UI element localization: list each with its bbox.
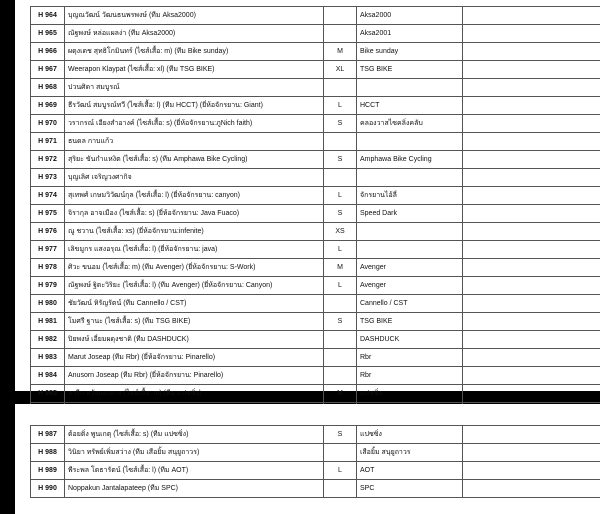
- team-cell: แปซซิ่ง: [357, 426, 463, 444]
- table-row: [31, 426, 600, 444]
- table-row: [31, 480, 600, 498]
- blank-cell: [463, 426, 600, 444]
- racer-number-cell: H 981: [31, 313, 65, 331]
- racer-number-cell: H 967: [31, 61, 65, 79]
- shirt-size-cell: [324, 7, 357, 25]
- blank-cell: [463, 61, 600, 79]
- team-cell: แปซซิ่ง: [357, 385, 463, 403]
- shirt-size-cell: L: [324, 462, 357, 480]
- table-row: [31, 115, 600, 133]
- racer-name-cell: พีระพล โตธารัตน์ (ไซส์เสื้อ: l) (ทีม AOT): [65, 462, 324, 480]
- team-cell: Speed Dark: [357, 205, 463, 223]
- racer-number-cell: H 970: [31, 115, 65, 133]
- racer-number-cell: H 988: [31, 444, 65, 462]
- table-row: [31, 133, 600, 151]
- table-row: [31, 277, 600, 295]
- racer-name-cell: บุญณวัฒน์ วัฒนธนพรพงษ์ (ทีม Aksa2000): [65, 7, 324, 25]
- racer-number-cell: H 964: [31, 7, 65, 25]
- table-row: [31, 367, 600, 385]
- blank-cell: [463, 259, 600, 277]
- racer-number-cell: H 983: [31, 349, 65, 367]
- table-row: [31, 223, 600, 241]
- racer-name-cell: ณู ชวาน (ไซส์เสื้อ: xs) (ยี่ห้อจักรยาน:infenite): [65, 223, 324, 241]
- blank-cell: [463, 241, 600, 259]
- table-row: [31, 313, 600, 331]
- registration-table-1: [30, 6, 600, 421]
- racer-number-cell: H 980: [31, 295, 65, 313]
- table-row: [31, 295, 600, 313]
- racer-name-cell: วินิยา ทรัพย์เพิ่มสว่าง (ทีม เสือยิ้ม สนุยูถาวร): [65, 444, 324, 462]
- table-row: [31, 97, 600, 115]
- shirt-size-cell: XL: [324, 61, 357, 79]
- shirt-size-cell: S: [324, 115, 357, 133]
- table-row: [31, 25, 600, 43]
- table-row: [31, 331, 600, 349]
- team-cell: [357, 133, 463, 151]
- shirt-size-cell: S: [324, 313, 357, 331]
- racer-number-cell: H 978: [31, 259, 65, 277]
- racer-name-cell: สุริยะ ขันกำแหงิต (ไซส์เสื้อ: s) (ทีม Amphawa Bike Cycling): [65, 151, 324, 169]
- racer-number-cell: H 965: [31, 25, 65, 43]
- shirt-size-cell: L: [324, 97, 357, 115]
- team-cell: Cannello / CST: [357, 295, 463, 313]
- team-cell: HCCT: [357, 97, 463, 115]
- racer-name-cell: ธนดล กาบแก้ว: [65, 133, 324, 151]
- racer-number-cell: H 979: [31, 277, 65, 295]
- blank-cell: [463, 187, 600, 205]
- racer-number-cell: H 968: [31, 79, 65, 97]
- table-row: [31, 385, 600, 403]
- racer-name-cell: ชัยวัฒน์ หิรัญรัตน์ (ทีม Cannello / CST): [65, 295, 324, 313]
- racer-name-cell: Weerapon Klaypat (ไซส์เสื้อ: xl) (ทีม TSG BIKE): [65, 61, 324, 79]
- team-cell: [357, 79, 463, 97]
- shirt-size-cell: M: [324, 385, 357, 403]
- racer-name-cell: ณัฐพงษ์ ฐิตะวิริยะ (ไซส์เสื้อ: l) (ทีม Avenger) (ยี่ห้อจักรยาน: Canyon): [65, 277, 324, 295]
- racer-number-cell: H 974: [31, 187, 65, 205]
- racer-number-cell: H 966: [31, 43, 65, 61]
- shirt-size-cell: [324, 367, 357, 385]
- blank-cell: [463, 169, 600, 187]
- shirt-size-cell: [324, 295, 357, 313]
- team-cell: Rbr: [357, 349, 463, 367]
- team-cell: Aksa2001: [357, 25, 463, 43]
- table-row: [31, 79, 600, 97]
- racer-name-cell: Anusorn Joseap (ทีม Rbr) (ยี่ห้อจักรยาน: Pinarello): [65, 367, 324, 385]
- table-row: [31, 187, 600, 205]
- blank-cell: [463, 367, 600, 385]
- racer-number-cell: H 976: [31, 223, 65, 241]
- table-row: [31, 43, 600, 61]
- team-cell: Avenger: [357, 259, 463, 277]
- team-cell: DASHDUCK: [357, 331, 463, 349]
- blank-cell: [463, 43, 600, 61]
- table-row: [31, 151, 600, 169]
- blank-cell: [463, 97, 600, 115]
- racer-number-cell: H 990: [31, 480, 65, 498]
- racer-name-cell: Noppakun Jantalapateep (ทีม SPC): [65, 480, 324, 498]
- racer-number-cell: H 975: [31, 205, 65, 223]
- team-cell: เสือยิ้ม สนุยูถาวร: [357, 444, 463, 462]
- shirt-size-cell: S: [324, 151, 357, 169]
- team-cell: TSG BIKE: [357, 61, 463, 79]
- table-row: [31, 349, 600, 367]
- shirt-size-cell: [324, 480, 357, 498]
- document-page-1: [15, 0, 600, 397]
- blank-cell: [463, 462, 600, 480]
- shirt-size-cell: [324, 349, 357, 367]
- racer-number-cell: H 987: [31, 426, 65, 444]
- blank-cell: [463, 295, 600, 313]
- shirt-size-cell: [324, 133, 357, 151]
- shirt-size-cell: [324, 331, 357, 349]
- table-row: [31, 241, 600, 259]
- racer-number-cell: H 969: [31, 97, 65, 115]
- team-cell: AOT: [357, 462, 463, 480]
- table-row: [31, 61, 600, 79]
- registration-table-body: [31, 426, 600, 498]
- racer-name-cell: ธีรวัฒน์ สมบูรณ์ทวี (ไซส์เสื้อ: l) (ทีม HCCT) (ยี่ห้อจักรยาน: Giant): [65, 97, 324, 115]
- racer-name-cell: ปวนศิดา สมบูรณ์: [65, 79, 324, 97]
- racer-number-cell: H 977: [31, 241, 65, 259]
- table-row: [31, 259, 600, 277]
- racer-number-cell: H 972: [31, 151, 65, 169]
- blank-cell: [463, 151, 600, 169]
- shirt-size-cell: L: [324, 187, 357, 205]
- blank-cell: [463, 223, 600, 241]
- shirt-size-cell: S: [324, 426, 357, 444]
- racer-number-cell: H 989: [31, 462, 65, 480]
- blank-cell: [463, 25, 600, 43]
- team-cell: Avenger: [357, 277, 463, 295]
- image-size-watermark: [1080x893] https://upic.me/: [417, 499, 596, 512]
- shirt-size-cell: L: [324, 277, 357, 295]
- racer-name-cell: จารีก หวังมงกลาง (ไซส์เสื้อ: m) (ทีม แปซซิ่ง): [65, 385, 324, 403]
- table-row: [31, 169, 600, 187]
- shirt-size-cell: [324, 25, 357, 43]
- shirt-size-cell: M: [324, 43, 357, 61]
- blank-cell: [463, 79, 600, 97]
- racer-number-cell: H 971: [31, 133, 65, 151]
- racer-number-cell: H 982: [31, 331, 65, 349]
- racer-name-cell: สุเทพศ์ เกษมวิวัฒน์กุล (ไซส์เสื้อ: l) (ยี่ห้อจักรยาน: canyon): [65, 187, 324, 205]
- team-cell: Rbr: [357, 367, 463, 385]
- table-row: [31, 205, 600, 223]
- racer-name-cell: บุญเลิศ เจริญวงศากิจ: [65, 169, 324, 187]
- shirt-size-cell: L: [324, 241, 357, 259]
- blank-cell: [463, 313, 600, 331]
- team-cell: [357, 169, 463, 187]
- blank-cell: [463, 385, 600, 403]
- racer-number-cell: H 984: [31, 367, 65, 385]
- racer-name-cell: ปิยพงษ์ เอี่ยมผดุงชาติ (ทีม DASHDUCK): [65, 331, 324, 349]
- table-row: [31, 7, 600, 25]
- blank-cell: [463, 115, 600, 133]
- racer-name-cell: จิรากุล อาจเมือง (ไซส์เสื้อ: s) (ยี่ห้อจักรยาน: Java Fuaco): [65, 205, 324, 223]
- team-cell: [357, 241, 463, 259]
- racer-name-cell: ณัฐพงษ์ หล่อแผลง่า (ทีม Aksa2000): [65, 25, 324, 43]
- racer-name-cell: เลิขมูกร แสงอรุณ (ไซส์เสื้อ: l) (ยี่ห้อจักรยาน: java): [65, 241, 324, 259]
- team-cell: จักรยานไอ้ลี่: [357, 187, 463, 205]
- team-cell: SPC: [357, 480, 463, 498]
- team-cell: [357, 223, 463, 241]
- racer-name-cell: ต้อยติ่ง พูนเกตุ (ไซส์เสื้อ: s) (ทีม แปซซิ่ง): [65, 426, 324, 444]
- racer-name-cell: ศิวะ ขนอม (ไซส์เสื้อ: m) (ทีม Avenger) (ยี่ห้อจักรยาน: S-Work): [65, 259, 324, 277]
- team-cell: TSG BIKE: [357, 313, 463, 331]
- shirt-size-cell: M: [324, 259, 357, 277]
- racer-name-cell: Marut Joseap (ทีม Rbr) (ยี่ห้อจักรยาน: Pinarello): [65, 349, 324, 367]
- team-cell: Bike sunday: [357, 43, 463, 61]
- blank-cell: [463, 205, 600, 223]
- racer-name-cell: วรากรณ์ เอียงสำอางค์ (ไซส์เสื้อ: s) (ยี่ห้อจักรยาน:ภูNich faith): [65, 115, 324, 133]
- team-cell: คลองวาสไซคลิ่งคลับ: [357, 115, 463, 133]
- registration-table-body: [31, 7, 600, 421]
- blank-cell: [463, 331, 600, 349]
- shirt-size-cell: [324, 169, 357, 187]
- racer-name-cell: โมศรี ฐานะ (ไซส์เสื้อ: s) (ทีม TSG BIKE): [65, 313, 324, 331]
- shirt-size-cell: [324, 79, 357, 97]
- team-cell: Aksa2000: [357, 7, 463, 25]
- blank-cell: [463, 7, 600, 25]
- blank-cell: [463, 133, 600, 151]
- racer-number-cell: H 973: [31, 169, 65, 187]
- blank-cell: [463, 480, 600, 498]
- blank-cell: [463, 277, 600, 295]
- document-page-2: [15, 404, 600, 514]
- blank-cell: [463, 349, 600, 367]
- shirt-size-cell: S: [324, 205, 357, 223]
- racer-name-cell: ผดุงเดช สุทธิโกมินทร์ (ไซส์เสื้อ: m) (ทีม Bike sunday): [65, 43, 324, 61]
- shirt-size-cell: [324, 444, 357, 462]
- table-row: [31, 462, 600, 480]
- team-cell: Amphawa Bike Cycling: [357, 151, 463, 169]
- racer-number-cell: H 985: [31, 385, 65, 403]
- blank-cell: [463, 444, 600, 462]
- table-row: [31, 444, 600, 462]
- shirt-size-cell: XS: [324, 223, 357, 241]
- registration-table-2: [30, 425, 600, 498]
